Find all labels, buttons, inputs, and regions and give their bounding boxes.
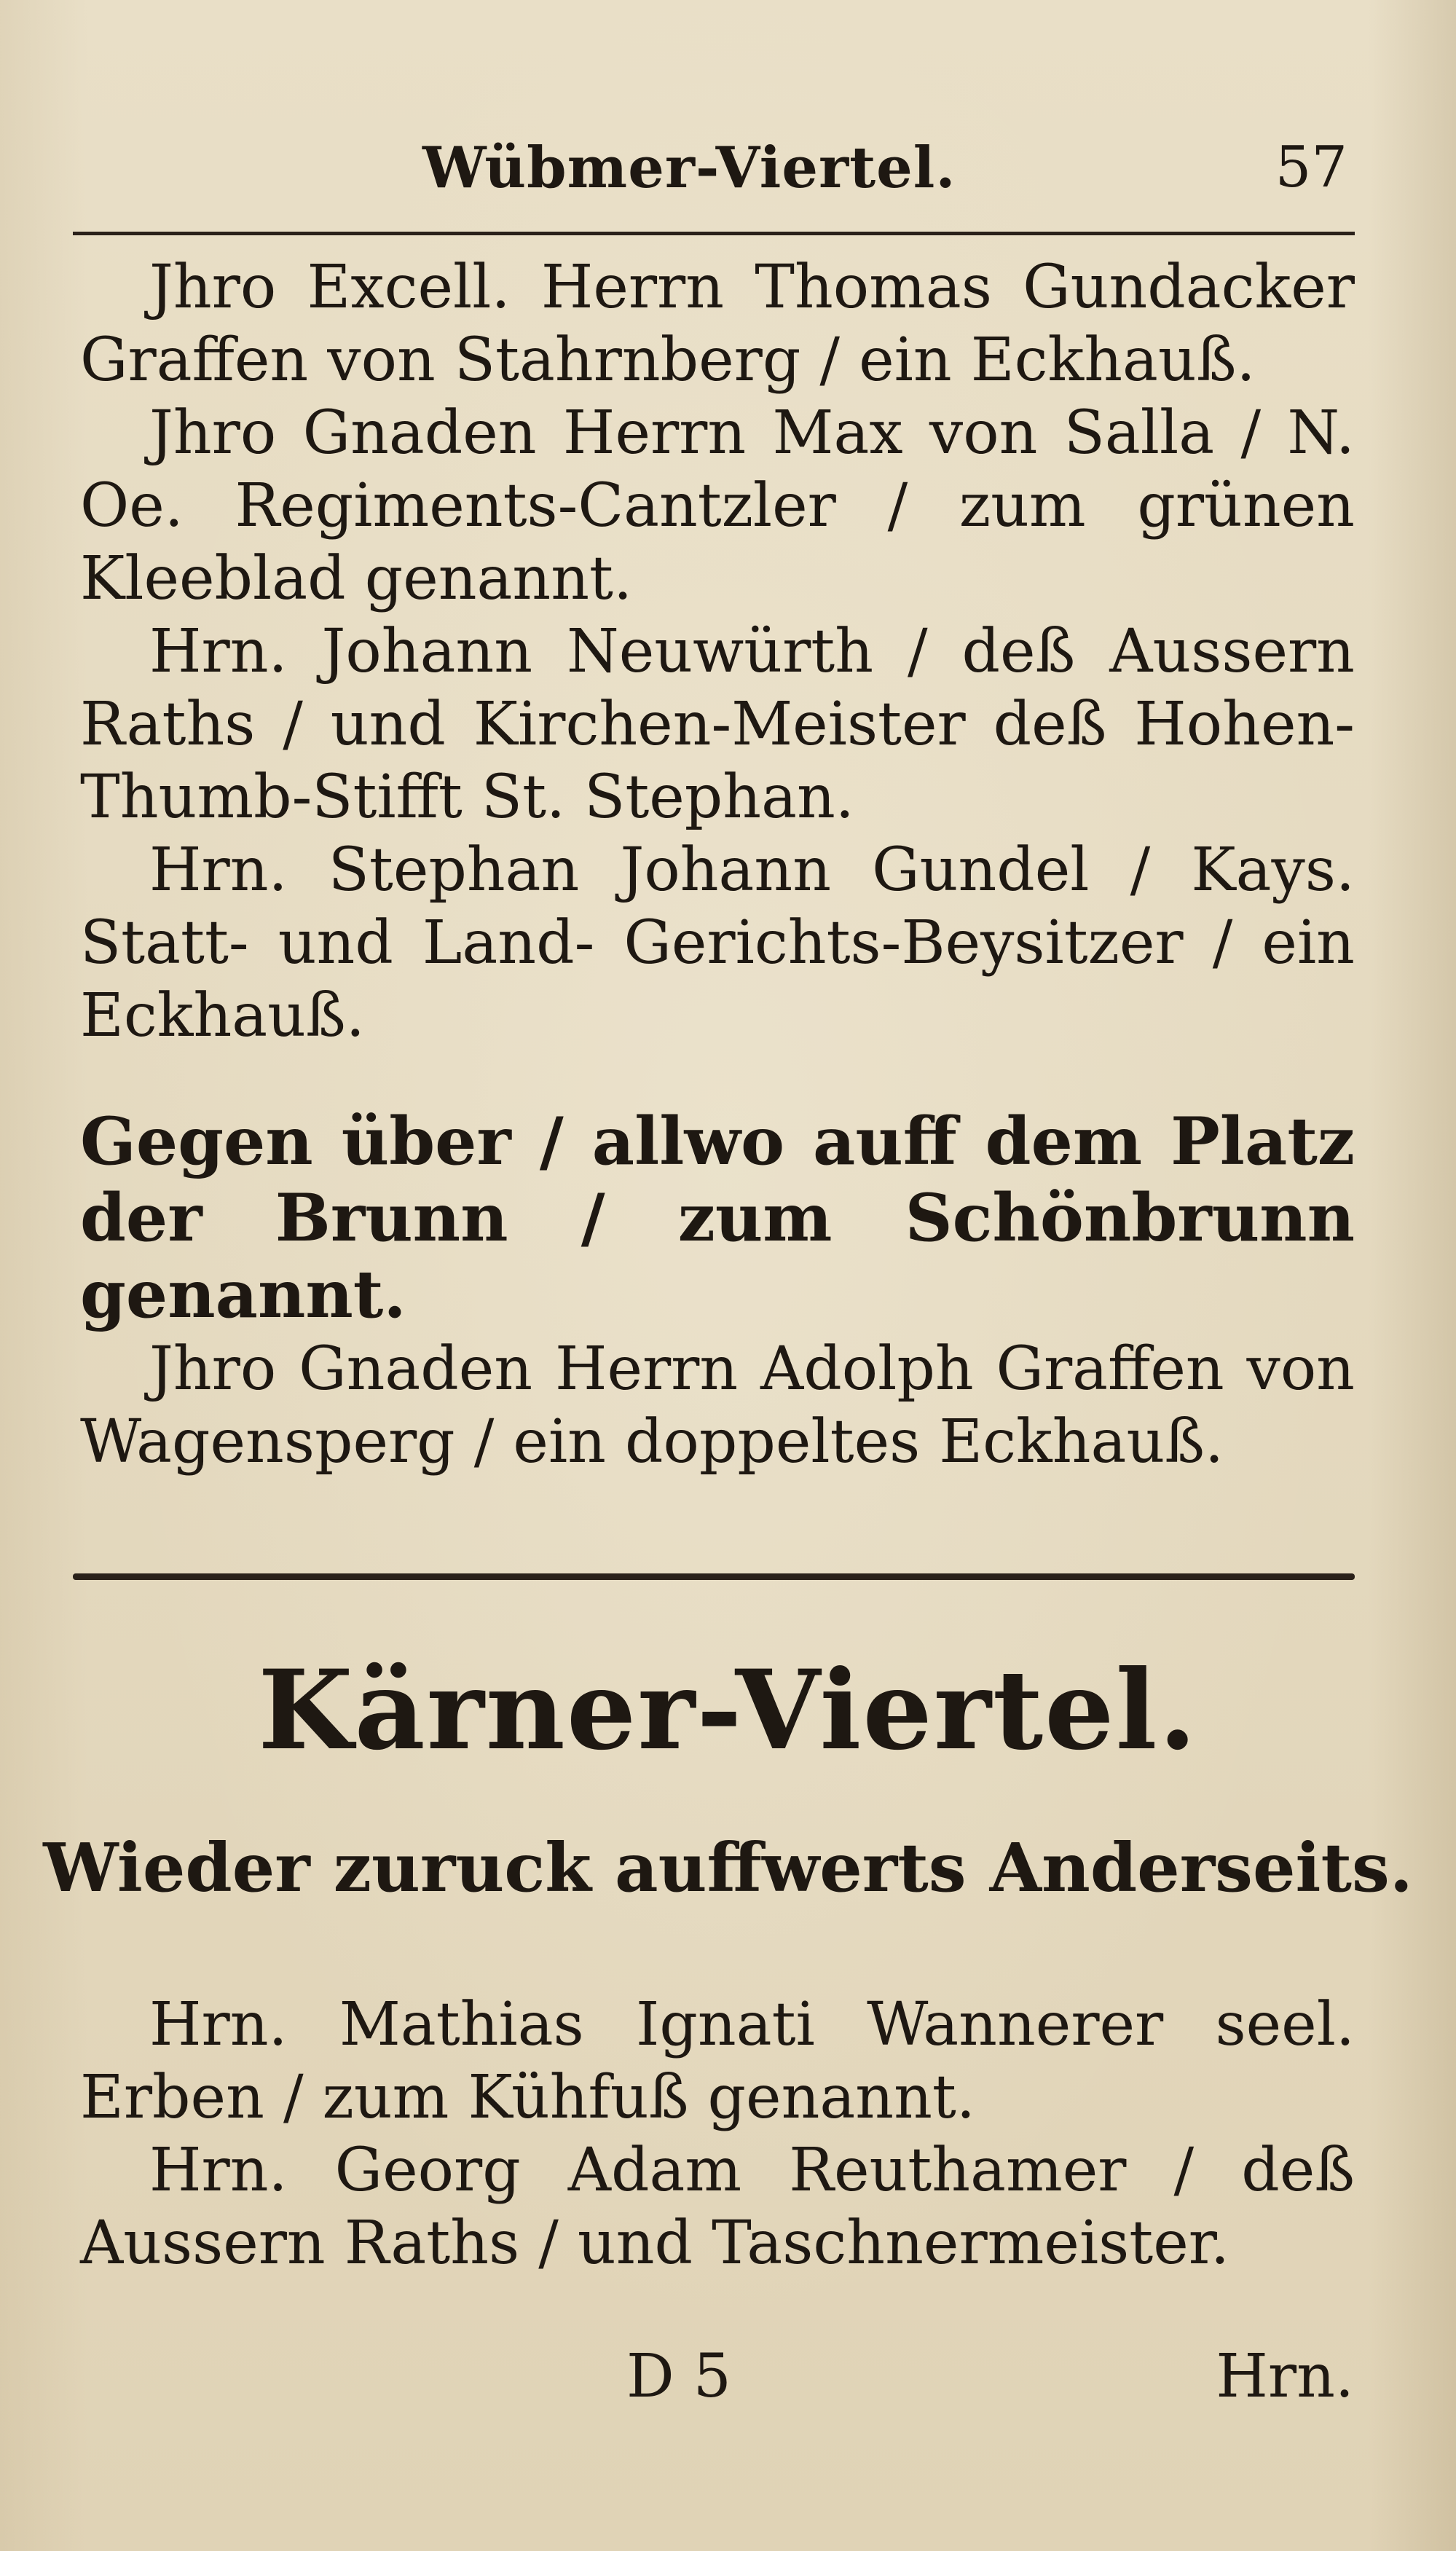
entry-neuwuerth: Hrn. Johann Neuwürth / deß Aussern Raths / und Kirchen-Meister deß Hohen-Thumb-Stifft St. Stephan. — [80, 617, 1355, 832]
header-rule — [73, 232, 1355, 235]
page-number: 57 — [1275, 135, 1347, 200]
catchword: Hrn. — [1216, 2342, 1354, 2411]
entry-wagensperg: Jhro Gnaden Herrn Adolph Graffen von Wagensperg / ein doppeltes Eckhauß. — [80, 1335, 1355, 1477]
entry-gundel: Hrn. Stephan Johann Gundel / Kays. Statt- und Land- Gerichts-Beysitzer / ein Eckhauß. — [80, 836, 1355, 1050]
signature-mark: D 5 — [626, 2342, 731, 2411]
running-head — [80, 135, 1347, 215]
entry-reuthamer: Hrn. Georg Adam Reuthamer / deß Aussern Raths / und Taschnermeister. — [80, 2136, 1355, 2278]
entry-stahrnberg: Jhro Excell. Herrn Thomas Gundacker Graffen von Stahrnberg / ein Eckhauß. — [80, 253, 1355, 395]
entry-wannerer: Hrn. Mathias Ignati Wannerer seel. Erben / zum Kühfuß genannt. — [80, 1990, 1355, 2132]
section-subtitle: Wieder zuruck auffwerts Anderseits. — [43, 1828, 1413, 1907]
entry-salla: Jhro Gnaden Herrn Max von Salla / N. Oe. Regiments-Cantzler / zum grünen Kleeblad genannt. — [80, 398, 1355, 613]
running-title: Wübmer-Viertel. — [422, 135, 956, 201]
section-rule — [73, 1573, 1355, 1580]
section-title: Kärner-Viertel. — [258, 1646, 1198, 1774]
heading-opposite: Gegen über / allwo auff dem Platz der Brunn / zum Schönbrunn genannt. — [80, 1103, 1355, 1333]
